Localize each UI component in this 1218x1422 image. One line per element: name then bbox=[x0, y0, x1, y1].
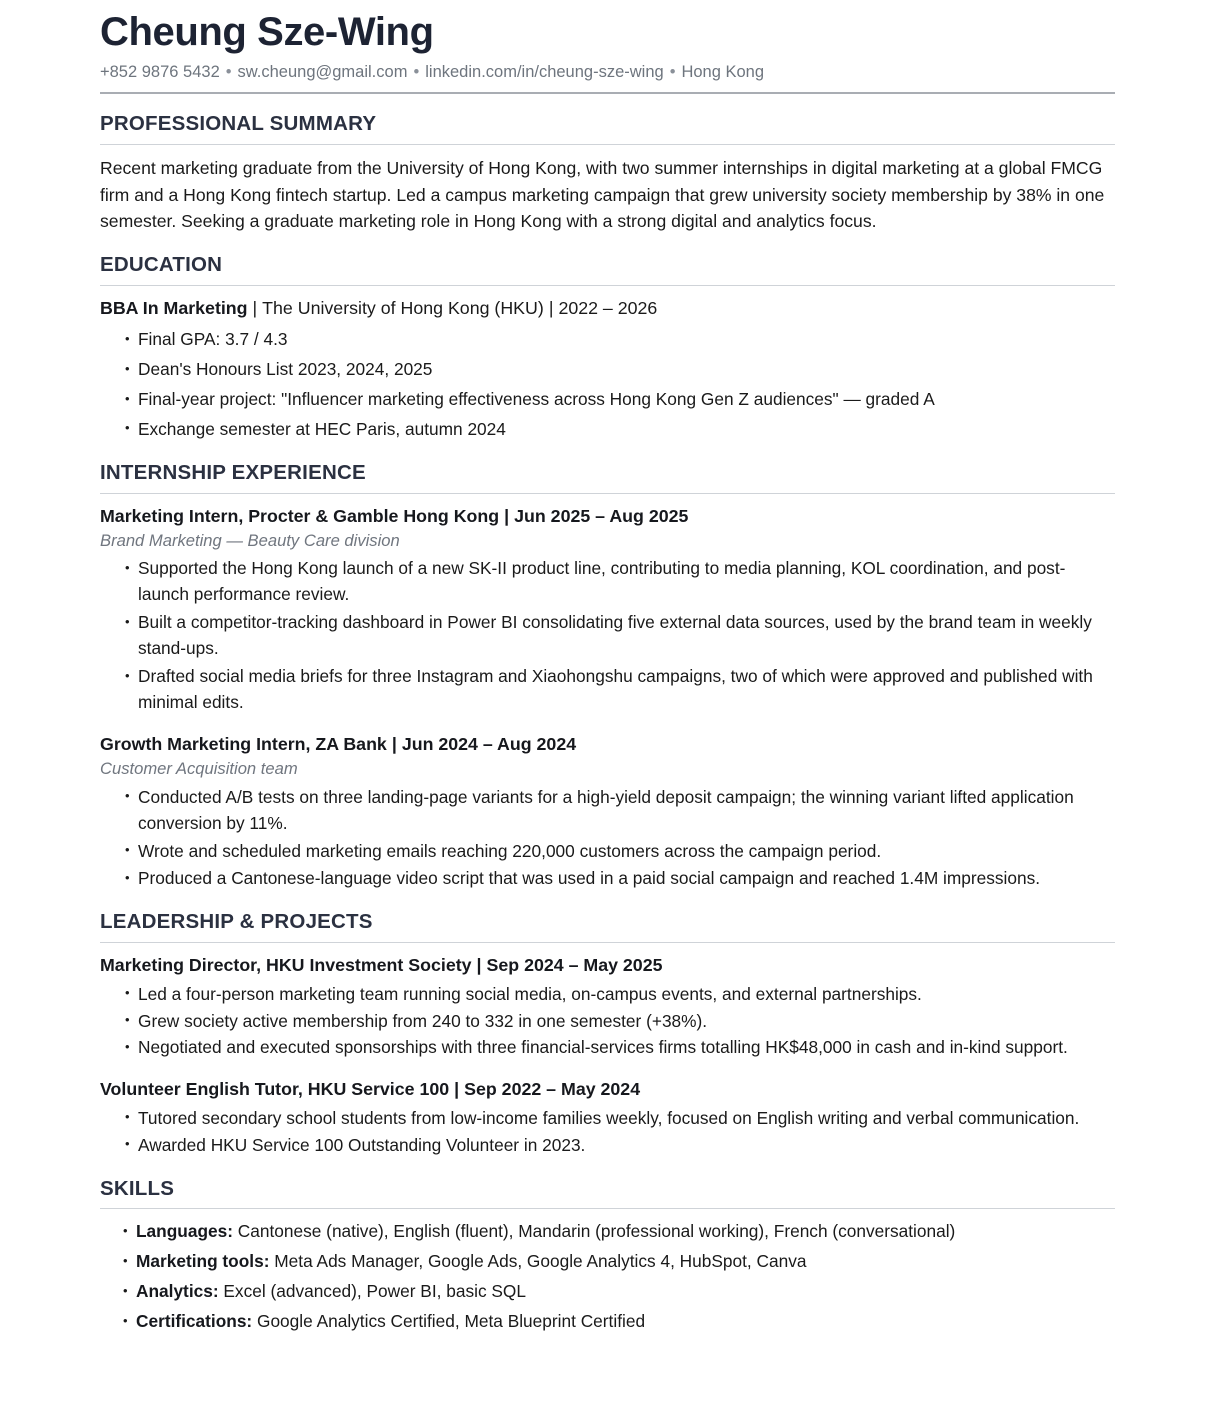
list-item: • Final GPA: 3.7 / 4.3 bbox=[125, 327, 1115, 353]
list-item: • Awarded HKU Service 100 Outstanding Volunteer in 2023. bbox=[125, 1133, 1115, 1159]
job-title: Growth Marketing Intern, ZA Bank bbox=[100, 733, 387, 754]
experience-entry bbox=[100, 732, 1115, 893]
skill-value: Google Analytics Certified, Meta Blueprint Certified bbox=[257, 1311, 646, 1332]
header-divider bbox=[100, 92, 1115, 94]
heading-separator: | bbox=[454, 1079, 460, 1100]
experience-entry-heading bbox=[100, 732, 1115, 757]
skill-value: Excel (advanced), Power BI, basic SQL bbox=[223, 1281, 526, 1302]
education-dates: 2022 – 2026 bbox=[558, 297, 658, 318]
section-divider bbox=[100, 144, 1115, 145]
list-item: • Grew society active membership from 240 to 332 in one semester (+38%). bbox=[125, 1009, 1115, 1035]
heading-separator: | bbox=[504, 505, 510, 526]
section-title: SKILLS bbox=[100, 1176, 175, 1200]
list-item: • Led a four-person marketing team running social media, on-campus events, and external partnerships. bbox=[125, 982, 1115, 1008]
experience-entry bbox=[100, 504, 1115, 716]
education-bullet-list bbox=[100, 327, 1115, 443]
list-item: • Supported the Hong Kong launch of a new SK-II product line, contributing to media planning, KOL coordination, and post-launch performance review. bbox=[125, 556, 1115, 608]
list-item: • Dean's Honours List 2023, 2024, 2025 bbox=[125, 357, 1115, 383]
skill-value: Cantonese (native), English (fluent), Mandarin (professional working), French (conversational) bbox=[237, 1221, 956, 1242]
section-skills bbox=[100, 1177, 1115, 1335]
list-item bbox=[123, 1249, 1115, 1275]
section-professional-summary bbox=[100, 112, 1115, 235]
leadership-entry-heading bbox=[100, 1077, 1115, 1102]
skill-label: Certifications: bbox=[136, 1311, 253, 1332]
heading-separator: | bbox=[476, 955, 482, 976]
contact-separator: • bbox=[669, 62, 676, 81]
skill-label: Languages: bbox=[136, 1221, 233, 1242]
section-title: EDUCATION bbox=[100, 253, 223, 277]
role-dates: Sep 2022 – May 2024 bbox=[464, 1079, 641, 1100]
job-title: Marketing Intern, Procter & Gamble Hong Kong bbox=[100, 505, 500, 526]
leadership-entry bbox=[100, 1077, 1115, 1158]
list-item bbox=[123, 1279, 1115, 1305]
skill-value: Meta Ads Manager, Google Ads, Google Analytics 4, HubSpot, Canva bbox=[274, 1251, 807, 1272]
heading-separator: | bbox=[391, 733, 397, 754]
experience-bullet-list bbox=[100, 556, 1115, 716]
section-divider bbox=[100, 1208, 1115, 1209]
list-item: • Final-year project: "Influencer marketing effectiveness across Hong Kong Gen Z audiences" — graded A bbox=[125, 387, 1115, 413]
contact-phone: +852 9876 5432 bbox=[100, 62, 220, 81]
leadership-entry bbox=[100, 953, 1115, 1061]
institution-name: The University of Hong Kong (HKU) bbox=[262, 297, 544, 318]
summary-paragraph: Recent marketing graduate from the University of Hong Kong, with two summer internships in digital marketing at a global FMCG firm and a Hong Kong fintech startup. Led a campus marketing campaign that grew university society membership by 38% in one semester. Seeking a graduate marketing role in Hong Kong with a strong digital and analytics focus. bbox=[100, 157, 1105, 232]
section-internship-experience bbox=[100, 461, 1115, 893]
job-subtitle: Brand Marketing — Beauty Care division bbox=[100, 531, 400, 551]
list-item: • Produced a Cantonese-language video script that was used in a paid social campaign and reached 1.4M impressions. bbox=[125, 866, 1115, 892]
list-item: • Built a competitor-tracking dashboard in Power BI consolidating five external data sources, used by the brand team in weekly stand-ups. bbox=[125, 610, 1115, 662]
role-title: Volunteer English Tutor, HKU Service 100 bbox=[100, 1079, 450, 1100]
leadership-bullet-list bbox=[100, 982, 1115, 1062]
contact-linkedin[interactable]: linkedin.com/in/cheung-sze-wing bbox=[425, 62, 664, 81]
section-divider bbox=[100, 942, 1115, 943]
role-title: Marketing Director, HKU Investment Society bbox=[100, 955, 472, 976]
list-item bbox=[123, 1219, 1115, 1245]
section-education bbox=[100, 253, 1115, 443]
education-entry bbox=[100, 296, 1115, 443]
leadership-entry-heading bbox=[100, 953, 1115, 978]
experience-bullet-list bbox=[100, 785, 1115, 893]
candidate-name: Cheung Sze-Wing bbox=[100, 10, 434, 54]
list-item: • Conducted A/B tests on three landing-page variants for a high-yield deposit campaign; the winning variant lifted application conversion by 11%. bbox=[125, 785, 1115, 837]
job-dates: Jun 2025 – Aug 2025 bbox=[514, 505, 689, 526]
section-title: PROFESSIONAL SUMMARY bbox=[100, 112, 377, 136]
job-subtitle: Customer Acquisition team bbox=[100, 759, 298, 779]
section-leadership-projects bbox=[100, 910, 1115, 1158]
role-dates: Sep 2024 – May 2025 bbox=[486, 955, 663, 976]
contact-location: Hong Kong bbox=[681, 62, 765, 81]
skill-label: Analytics: bbox=[136, 1281, 219, 1302]
contact-separator: • bbox=[413, 62, 420, 81]
section-title: INTERNSHIP EXPERIENCE bbox=[100, 460, 366, 484]
experience-entry-heading bbox=[100, 504, 1115, 529]
section-title: LEADERSHIP & PROJECTS bbox=[100, 910, 373, 934]
list-item bbox=[123, 1309, 1115, 1335]
contact-line bbox=[100, 62, 1115, 83]
skills-list bbox=[100, 1219, 1115, 1335]
list-item: • Wrote and scheduled marketing emails reaching 220,000 customers across the campaign period. bbox=[125, 839, 1115, 865]
job-dates: Jun 2024 – Aug 2024 bbox=[401, 733, 577, 754]
list-item: • Negotiated and executed sponsorships with three financial-services firms totalling HK$48,000 in cash and in-kind support. bbox=[125, 1035, 1115, 1061]
list-item: • Exchange semester at HEC Paris, autumn 2024 bbox=[125, 417, 1115, 443]
list-item: • Drafted social media briefs for three Instagram and Xiaohongshu campaigns, two of which were approved and published with minimal edits. bbox=[125, 664, 1115, 716]
heading-separator: | bbox=[252, 297, 258, 318]
education-entry-heading bbox=[100, 296, 1115, 321]
skill-label: Marketing tools: bbox=[136, 1251, 270, 1272]
contact-email[interactable]: sw.cheung@gmail.com bbox=[237, 62, 408, 81]
list-item: • Tutored secondary school students from low-income families weekly, focused on English writing and verbal communication. bbox=[125, 1106, 1115, 1132]
resume-header bbox=[100, 10, 1115, 94]
section-divider bbox=[100, 285, 1115, 286]
section-divider bbox=[100, 493, 1115, 494]
degree-title: BBA In Marketing bbox=[100, 297, 248, 318]
leadership-bullet-list bbox=[100, 1106, 1115, 1159]
heading-separator: | bbox=[548, 297, 554, 318]
contact-separator: • bbox=[225, 62, 232, 81]
